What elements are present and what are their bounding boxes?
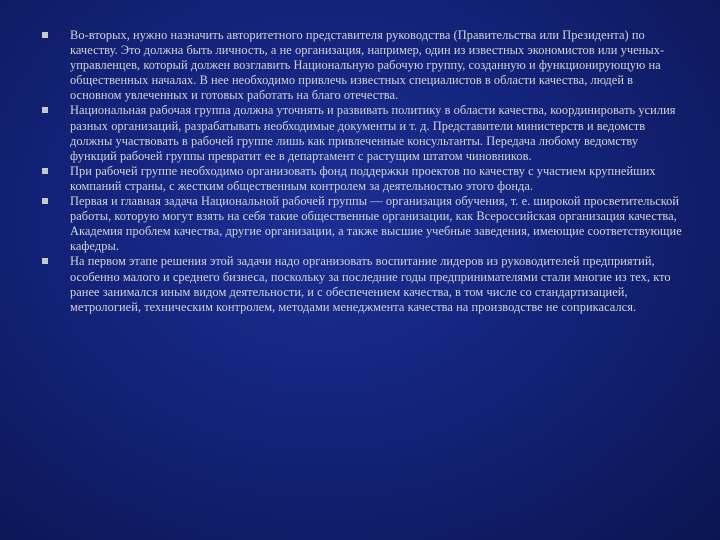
- square-bullet-icon: [42, 258, 48, 264]
- bullet-item: [42, 164, 684, 194]
- square-bullet-icon: [42, 198, 48, 204]
- bullet-text: Во-вторых, нужно назначить авторитетного представителя руководства (Правительства или Президента) по качеству. Это должна быть личность, а не организация, например, один из известных экономистов или ученых-управленцев, который должен возглавить Национальную рабочую группу, созданную и функционирующую на общественных началах. В нее необходимо привлечь известных специалистов в области качества, людей в основном увлеченных и готовых работать на благо отечества.: [70, 28, 665, 103]
- bullet-text: На первом этапе решения этой задачи надо организовать воспитание лидеров из руководителей предприятий, особенно малого и среднего бизнеса, поскольку за последние годы предпринимателями стали многие из тех, кто ранее занимался иным видом деятельности, и с обеспечением качества, в том числе со стандартизацией, метрологией, техническим контролем, методами менеджмента качества на производстве не соприкасался.: [70, 254, 671, 314]
- bullet-text: При рабочей группе необходимо организовать фонд поддержки проектов по качеству с участием крупнейших компаний страны, с жестким общественным контролем за деятельностью этого фонда.: [70, 163, 656, 193]
- square-bullet-icon: [42, 168, 48, 174]
- bullet-list: [42, 28, 684, 315]
- square-bullet-icon: [42, 32, 48, 38]
- bullet-item: [42, 103, 684, 163]
- square-bullet-icon: [42, 107, 48, 113]
- bullet-item: [42, 254, 684, 314]
- bullet-item: [42, 194, 684, 254]
- bullet-item: [42, 28, 684, 103]
- bullet-text: Первая и главная задача Национальной рабочей группы — организация обучения, т. е. широкой просветительской работы, которую могут взять на себя такие общественные организации, как Всероссийская организация качества, Академия проблем качества, другие организации, а также высшие учебные заведения, имеющие соответствующие кафедры.: [70, 194, 682, 254]
- bullet-text: Национальная рабочая группа должна уточнять и развивать политику в области качества, координировать усилия разных организаций, разрабатывать необходимые документы и т. д. Представители министерств и ведомств должны участвовать в рабочей группе лишь как привлеченные консультанты. Передача любому ведомству функций рабочей группы превратит ее в департамент с растущим штатом чиновников.: [70, 103, 676, 163]
